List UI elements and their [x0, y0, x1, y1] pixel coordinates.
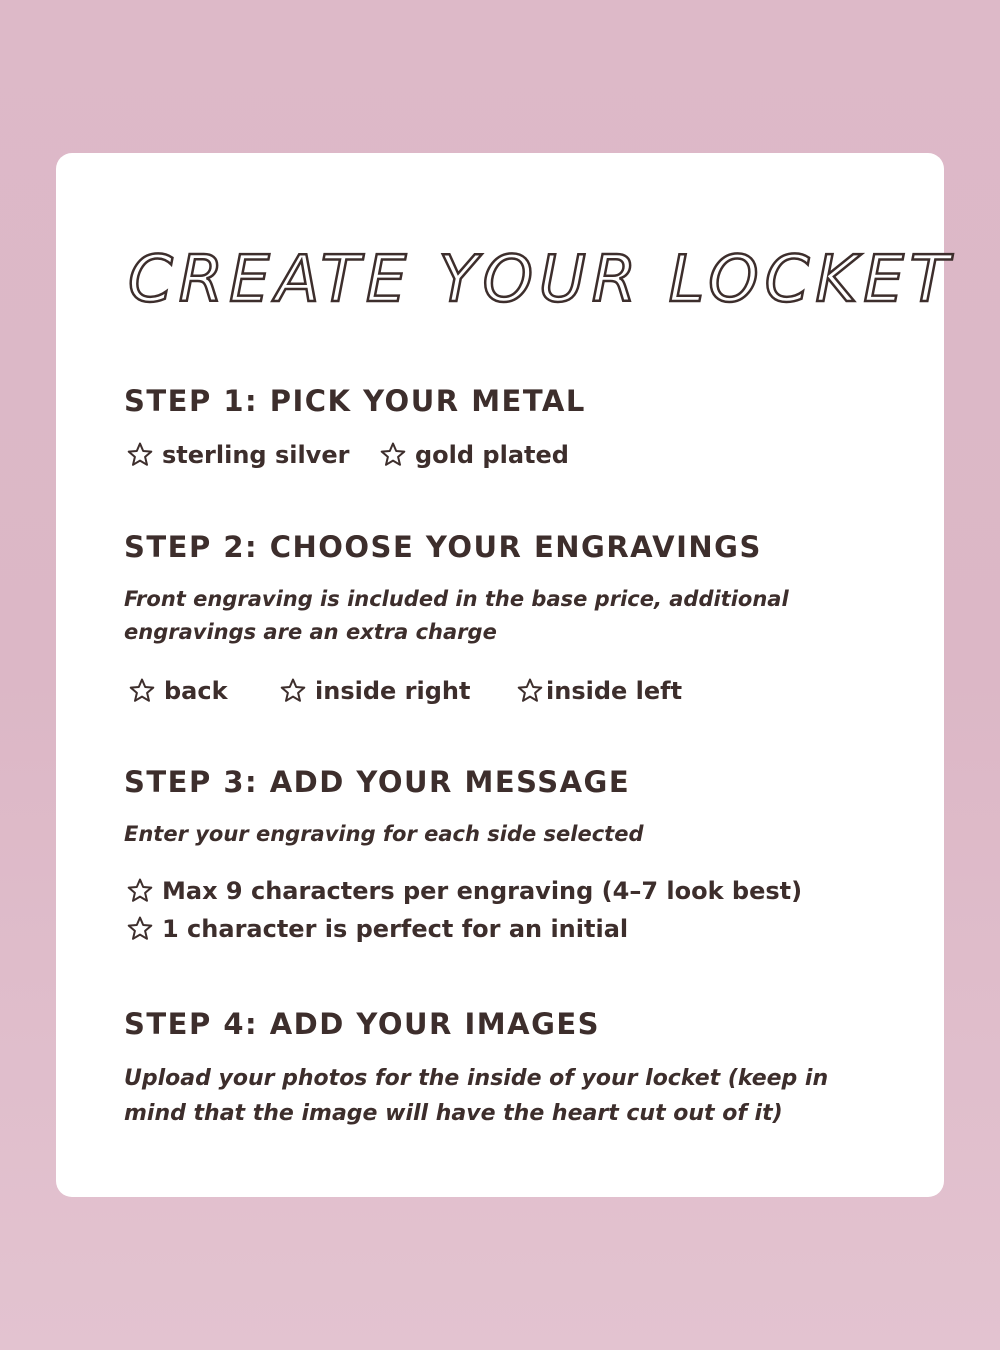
option-label: inside left — [546, 677, 683, 705]
step-2-option-back[interactable] — [128, 677, 228, 705]
star-outline-icon — [279, 677, 307, 705]
star-outline-icon — [126, 915, 154, 943]
option-label: inside right — [315, 677, 471, 705]
step-4-note: Upload your photos for the inside of your locket (keep in mind that the image will have the heart cut out of it) — [124, 1066, 829, 1126]
step-3-note: Enter your engraving for each side selected — [124, 822, 644, 846]
option-label: gold plated — [415, 441, 569, 469]
step-1-option-sterling-silver[interactable] — [126, 441, 349, 469]
step-3-rule-max-characters — [126, 877, 802, 905]
rule-label: Max 9 characters per engraving (4–7 look best) — [162, 877, 803, 905]
step-2-heading: STEP 2: CHOOSE YOUR ENGRAVINGS — [124, 530, 762, 564]
star-outline-icon — [379, 441, 407, 469]
star-outline-icon — [516, 677, 544, 705]
step-2-option-inside-left[interactable] — [516, 677, 682, 705]
star-outline-icon — [126, 441, 154, 469]
step-1-heading: STEP 1: PICK YOUR METAL — [124, 384, 586, 418]
step-1-option-gold-plated[interactable] — [379, 441, 569, 469]
step-4-heading: STEP 4: ADD YOUR IMAGES — [124, 1007, 601, 1041]
option-label: back — [164, 677, 228, 705]
option-label: sterling silver — [162, 441, 350, 469]
star-outline-icon — [126, 877, 154, 905]
step-3-rule-initial — [126, 915, 628, 943]
page-title: CREATE YOUR LOCKET — [128, 243, 955, 317]
step-2-note: Front engraving is included in the base price, additional engravings are an extra charge — [124, 587, 789, 644]
step-2-option-inside-right[interactable] — [279, 677, 470, 705]
step-3-heading: STEP 3: ADD YOUR MESSAGE — [124, 765, 631, 799]
star-outline-icon — [128, 677, 156, 705]
rule-label: 1 character is perfect for an initial — [162, 915, 629, 943]
